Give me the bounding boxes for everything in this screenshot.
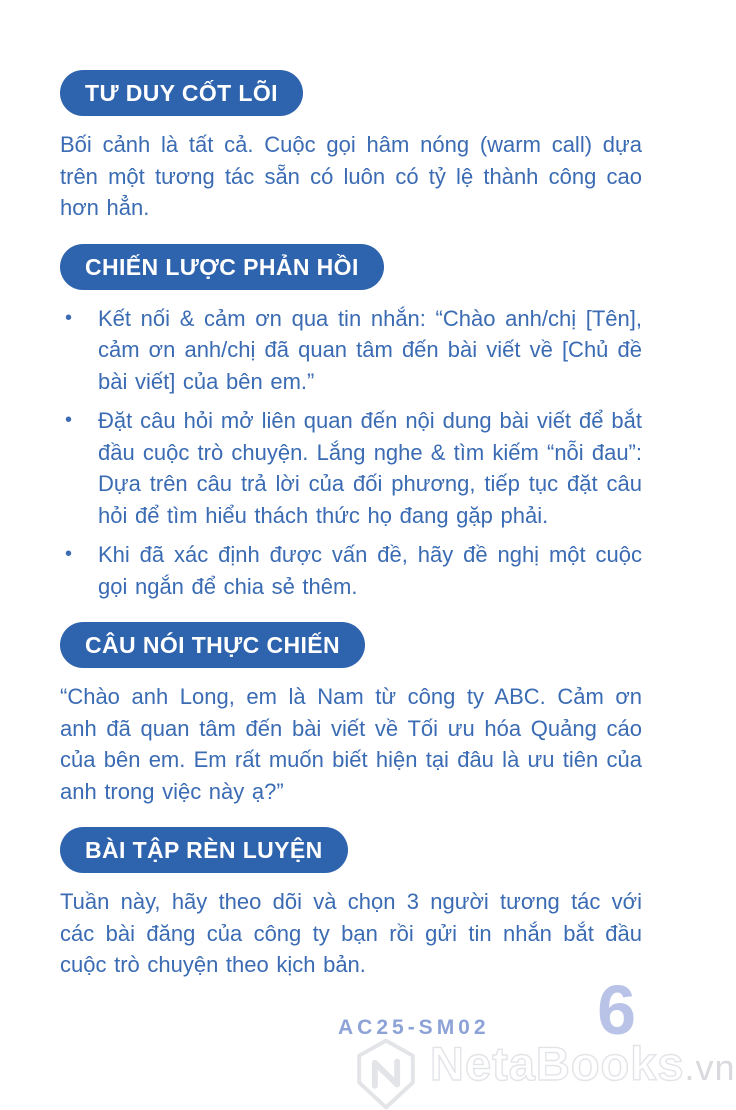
netabooks-shield-logo-icon [352,1038,420,1110]
section-badge-response-strategy: CHIẾN LƯỢC PHẢN HỒI [60,244,384,290]
document-code: AC25-SM02 [338,1016,490,1039]
section-badge-practice-exercise: BÀI TẬP RÈN LUYỆN [60,827,348,873]
list-item-text: Đặt câu hỏi mở liên quan đến nội dung bài viết để bắt đầu cuộc trò chuyện. Lắng nghe & tìm kiếm “nỗi đau”: Dựa trên câu trả lời của đối phương, tiếp tục đặt câu hỏi để tìm hiểu thách thức họ đang gặp phải. [98,408,642,528]
list-item-text: Khi đã xác định được vấn đề, hãy đề nghị một cuộc gọi ngắn để chia sẻ thêm. [98,542,642,599]
watermark-brand: NetaBooks [430,1037,685,1090]
paragraph-core-mindset: Bối cảnh là tất cả. Cuộc gọi hâm nóng (warm call) dựa trên một tương tác sẵn có luôn có tỷ lệ thành công cao hơn hẳn. [60,132,642,220]
section-practical-script [60,622,642,807]
response-strategy-list [60,303,642,603]
bullet-marker: • [65,543,73,565]
list-item [60,405,642,531]
watermark-brand-text [430,1032,736,1100]
section-badge-core-mindset: TƯ DUY CỐT LÕI [60,70,303,116]
section-practice-exercise [60,827,642,981]
bullet-marker: • [65,409,73,431]
netabooks-watermark [352,1032,736,1110]
section-core-mindset [60,70,642,224]
page-number: 6 [597,971,636,1049]
list-item [60,539,642,602]
watermark-tld: .vn [684,1047,736,1088]
list-item-text: Kết nối & cảm ơn qua tin nhắn: “Chào anh/chị [Tên], cảm ơn anh/chị đã quan tâm đến bài viết về [Chủ đề bài viết] của bên em.” [98,305,642,394]
bullet-marker: • [65,306,73,329]
section-badge-practical-script: CÂU NÓI THỰC CHIẾN [60,622,365,668]
paragraph-practice-exercise: Tuần này, hãy theo dõi và chọn 3 người tương tác với các bài đăng của công ty bạn rồi gửi tin nhắn bắt đầu cuộc trò chuyện theo kịch bản. [60,889,642,977]
paragraph-practical-script: “Chào anh Long, em là Nam từ công ty ABC. Cảm ơn anh đã quan tâm đến bài viết về Tối ưu hóa Quảng cáo của bên em. Em rất muốn biết hiện tại đâu là ưu tiên của anh trong việc này ạ?” [60,684,642,804]
section-response-strategy [60,244,642,603]
list-item [60,303,642,398]
